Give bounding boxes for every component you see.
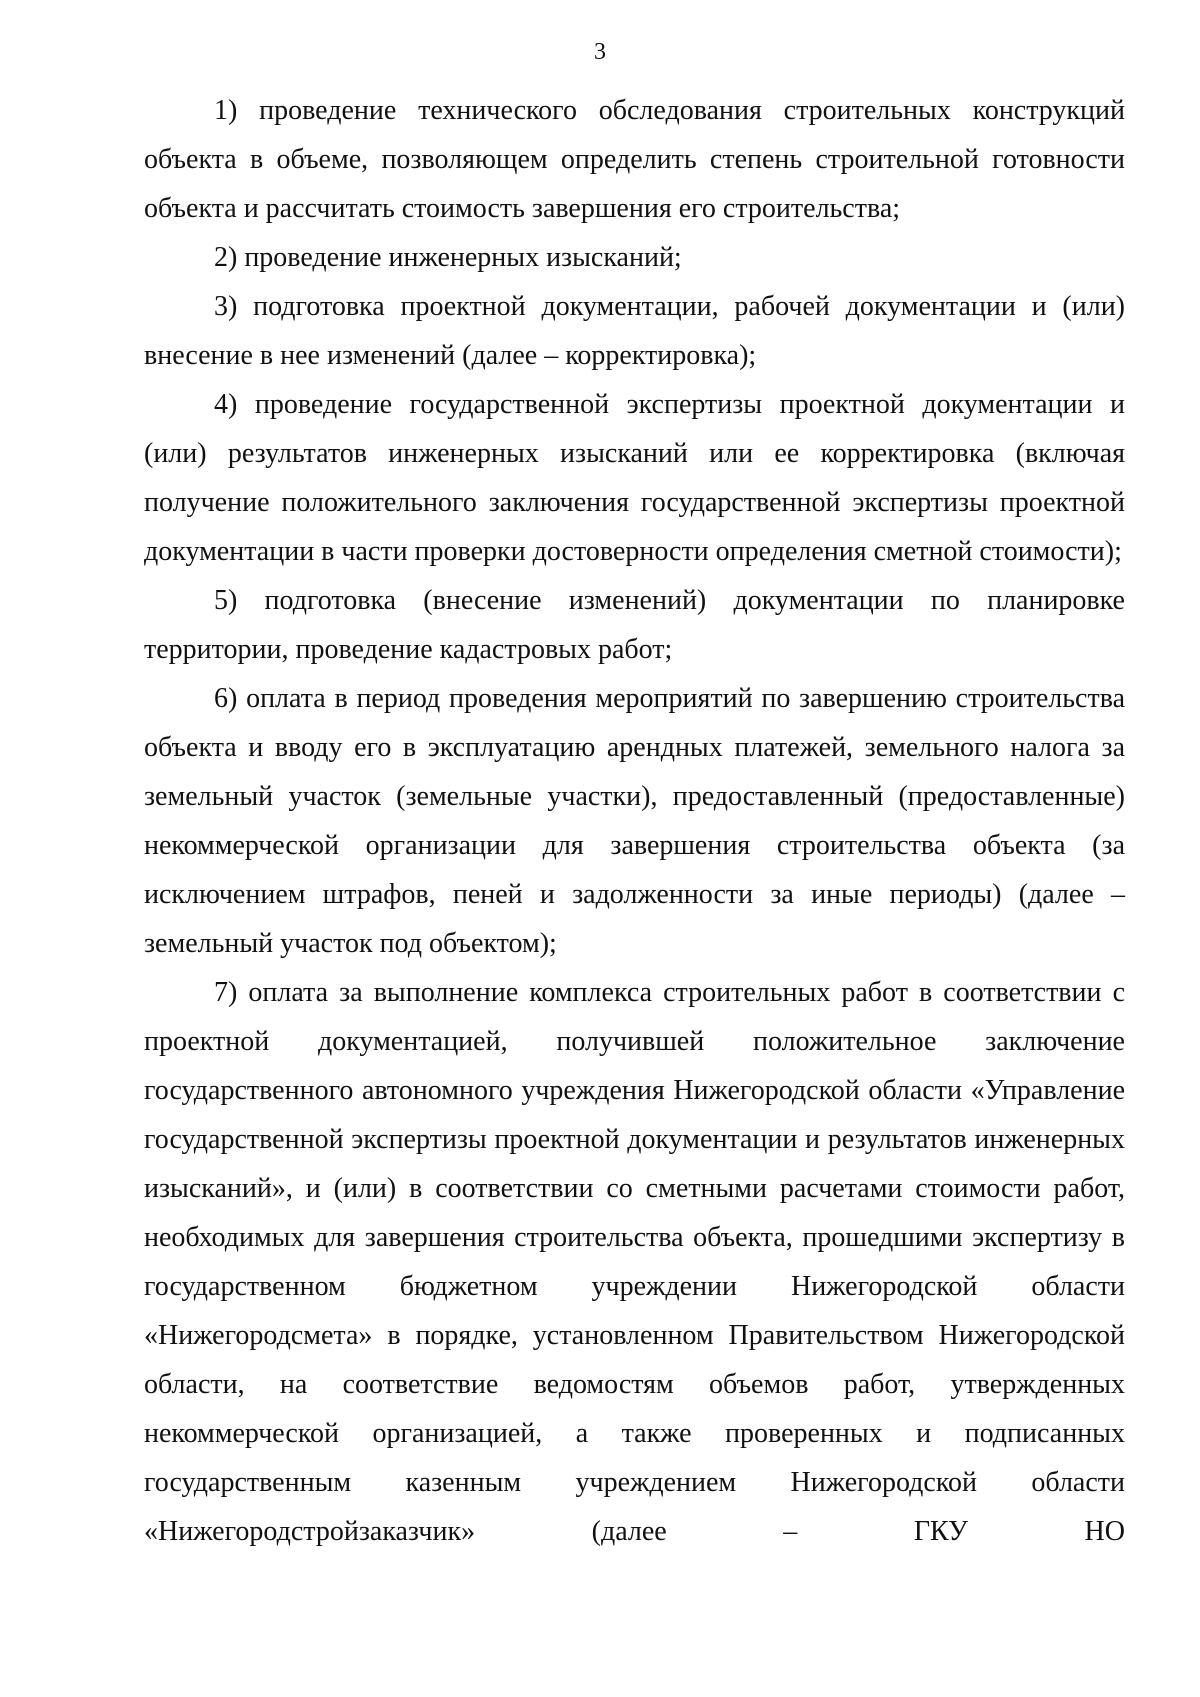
- list-item-6: 6) оплата в период проведения мероприятий по завершению строительства объекта и вводу его в эксплуатацию арендных платежей, земельного налога за земельный участок (земельные участки), предоставленный (предоставленные) некоммерческой организации для завершения строительства объекта (за исключением штрафов, пеней и задолженности за иные периоды) (далее – земельный участок под объектом);: [144, 683, 1125, 959]
- list-item-2: 2) проведение инженерных изысканий;: [214, 242, 682, 273]
- page-number: 3: [594, 39, 606, 65]
- document-body: [144, 86, 1125, 1556]
- list-item-3: 3) подготовка проектной документации, рабочей документации и (или) внесение в нее изменений (далее – корректировка);: [144, 291, 1125, 371]
- list-item-1: 1) проведение технического обследования строительных конструкций объекта в объеме, позволяющем определить степень строительной готовности объекта и рассчитать стоимость завершения его строительства;: [144, 95, 1125, 224]
- list-item-7: 7) оплата за выполнение комплекса строительных работ в соответствии с проектной документацией, получившей положительное заключение государственного автономного учреждения Нижегородской области «Управление государственной экспертизы проектной документации и результатов инженерных изысканий», и (или) в соответствии со сметными расчетами стоимости работ, необходимых для завершения строительства объекта, прошедшими экспертизу в государственном бюджетном учреждении Нижегородской области «Нижегородсмета» в порядке, установленном Правительством Нижегородской области, на соответствие ведомостям объемов работ, утвержденных некоммерческой организацией, а также проверенных и подписанных государственным казенным учреждением Нижегородской области «Нижегородстройзаказчик» (далее – ГКУ НО: [144, 977, 1125, 1547]
- list-item-4: 4) проведение государственной экспертизы проектной документации и (или) результатов инженерных изысканий или ее корректировка (включая получение положительного заключения государственной экспертизы проектной документации в части проверки достоверности определения сметной стоимости);: [144, 389, 1125, 567]
- list-item-5: 5) подготовка (внесение изменений) документации по планировке территории, проведение кадастровых работ;: [144, 585, 1125, 665]
